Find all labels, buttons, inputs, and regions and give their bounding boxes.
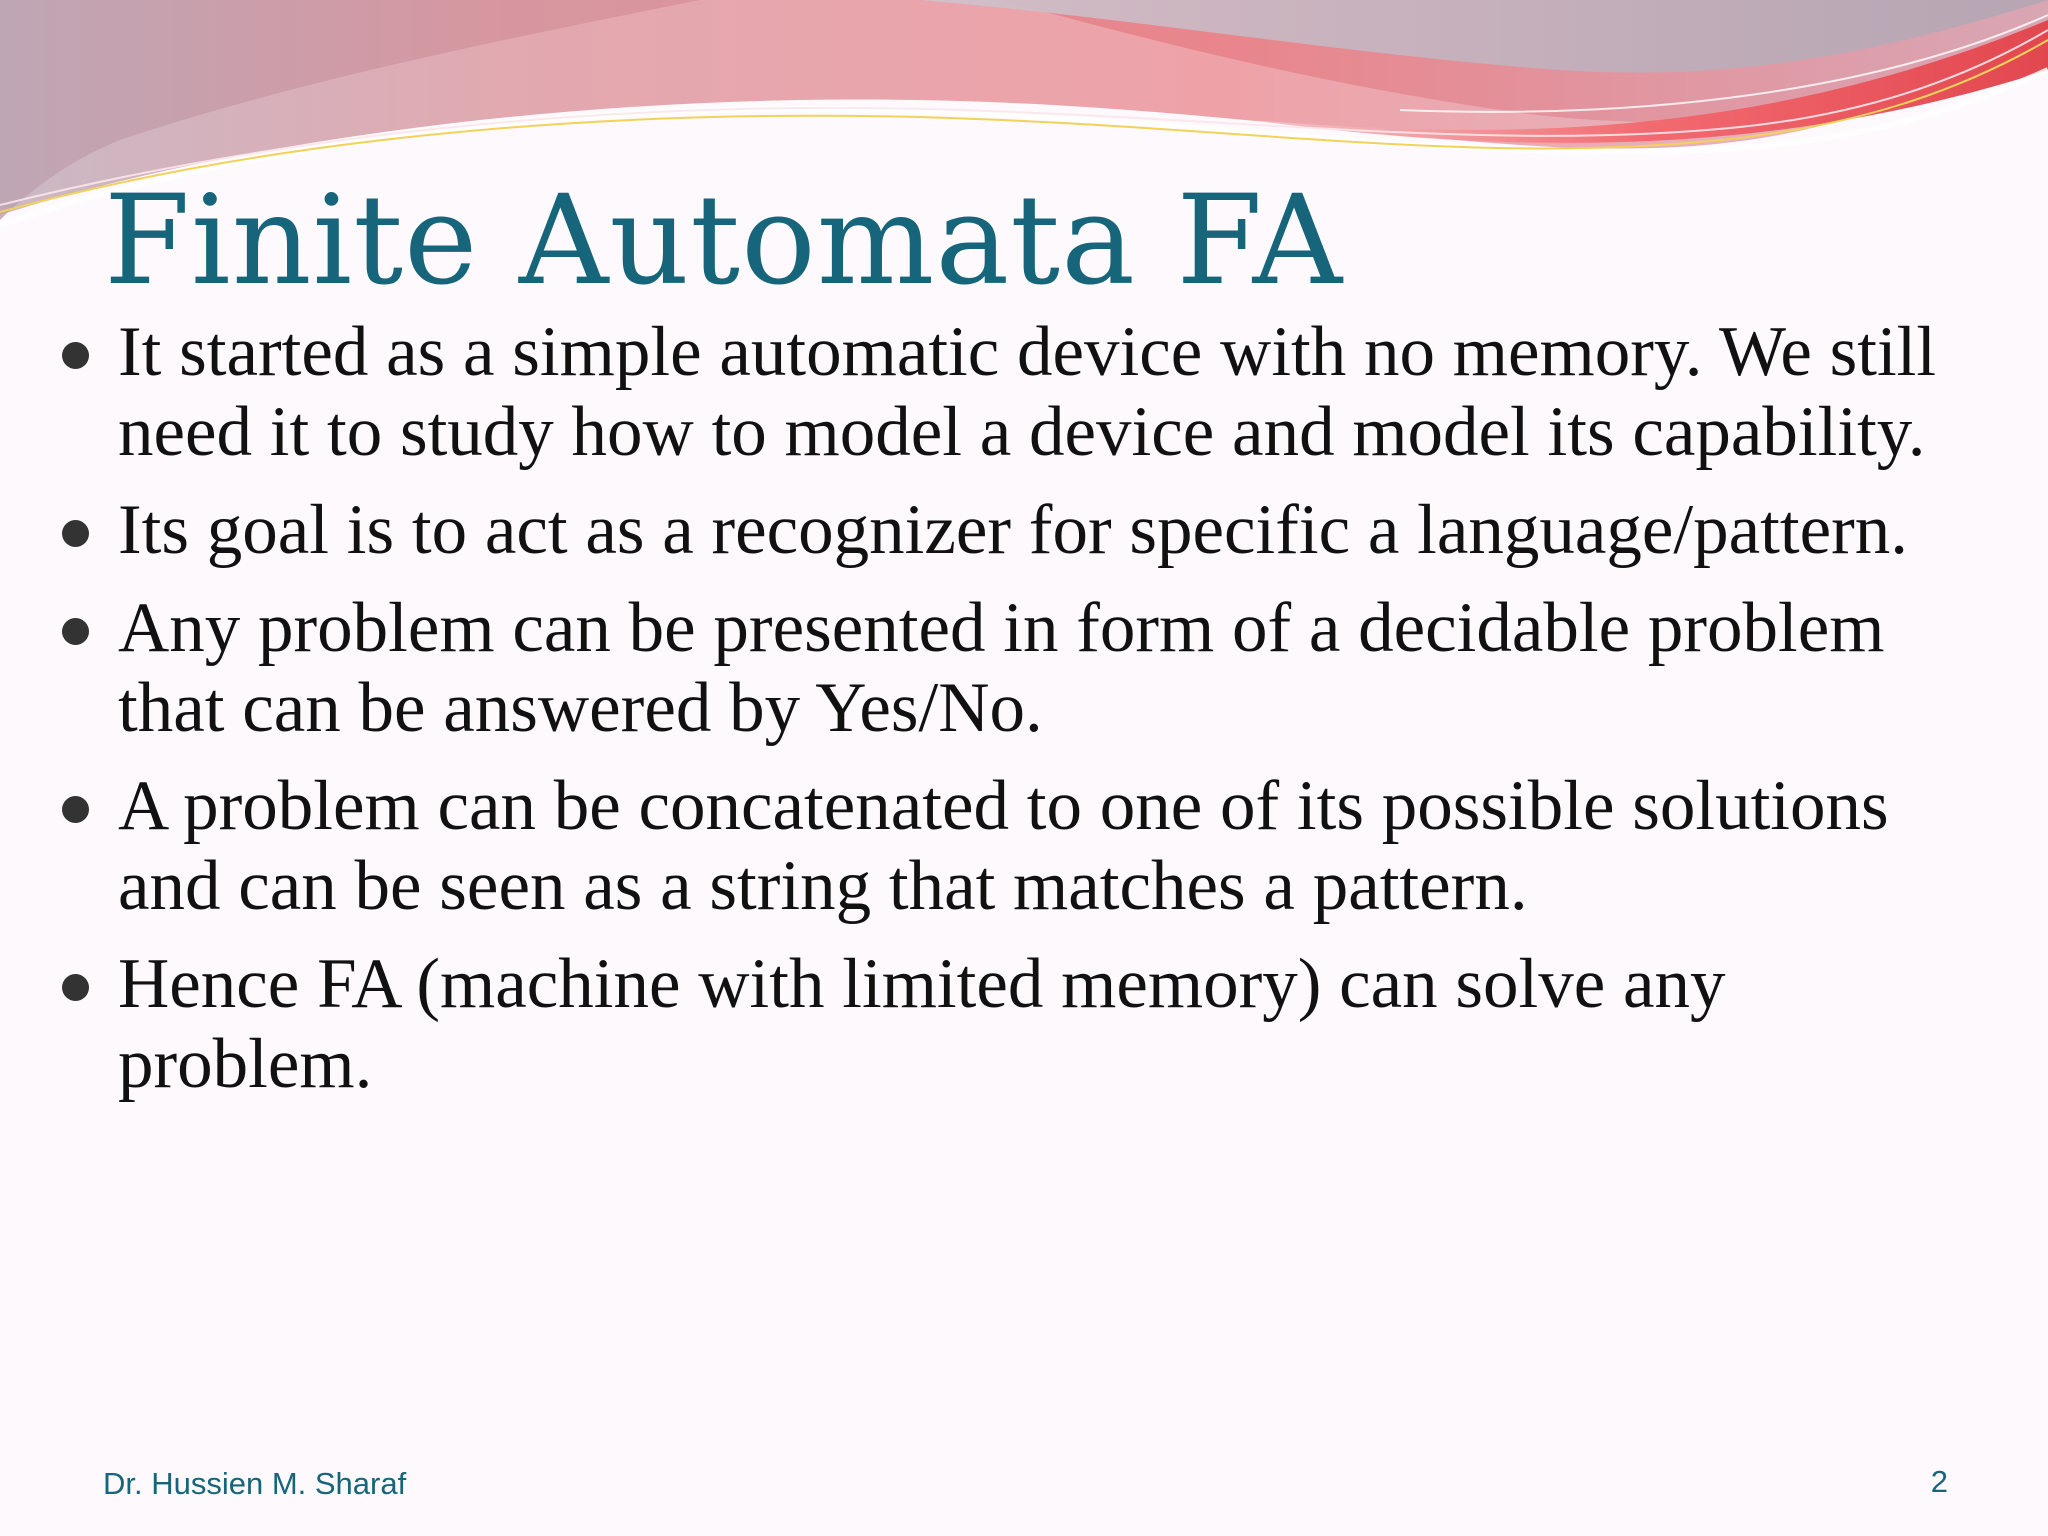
bullet-dot-icon (62, 796, 89, 823)
bullet-item (58, 312, 1988, 472)
page-number: 2 (1930, 1464, 1948, 1499)
bullet-item (58, 944, 1988, 1104)
bullet-item (58, 588, 1988, 748)
bullet-dot-icon (62, 618, 89, 645)
bullet-text: Hence FA (machine with limited memory) can solve any problem. (118, 945, 1726, 1103)
bullet-text: Its goal is to act as a recognizer for specific a language/pattern. (118, 491, 1908, 569)
slide-title: Finite Automata FA (104, 169, 1344, 313)
bullet-list (58, 312, 1988, 1122)
bullet-dot-icon (62, 520, 89, 547)
bullet-dot-icon (62, 974, 89, 1001)
bullet-text: Any problem can be presented in form of a decidable problem that can be answered by Yes/No. (118, 589, 1885, 747)
bullet-dot-icon (62, 342, 89, 369)
bullet-item (58, 766, 1988, 926)
bullet-text: It started as a simple automatic device with no memory. We still need it to study how to model a device and model its capability. (118, 313, 1937, 471)
bullet-text: A problem can be concatenated to one of its possible solutions and can be seen as a string that matches a pattern. (118, 767, 1889, 925)
footer-author: Dr. Hussien M. Sharaf (103, 1466, 407, 1501)
bullet-item (58, 490, 1988, 570)
